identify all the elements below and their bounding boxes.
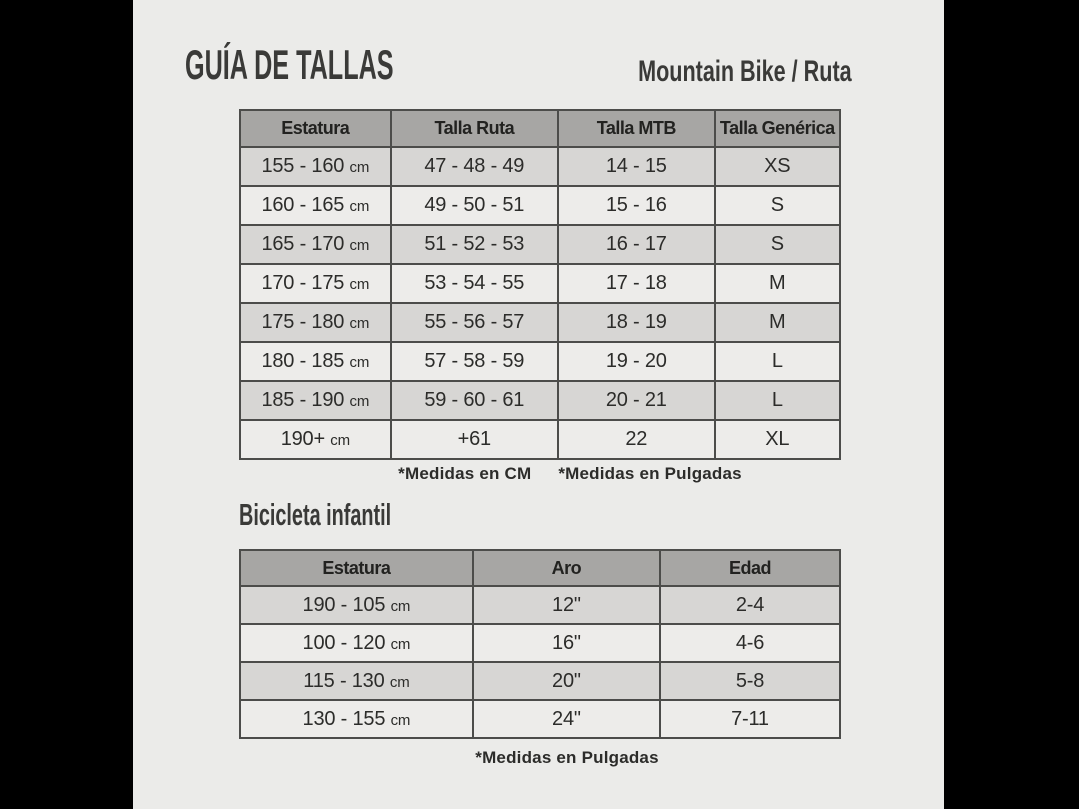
kids-section-title-text: Bicicleta infantil bbox=[239, 497, 392, 532]
unit-label: cm bbox=[349, 159, 370, 176]
data-cell: 175 - 180 cm bbox=[240, 303, 391, 342]
data-cell: 59 - 60 - 61 bbox=[391, 381, 558, 420]
data-cell: 17 - 18 bbox=[558, 264, 715, 303]
data-cell: 20" bbox=[473, 662, 660, 700]
data-cell: 55 - 56 - 57 bbox=[391, 303, 558, 342]
unit-label: cm bbox=[349, 198, 370, 215]
kids-section-title bbox=[239, 499, 477, 530]
footnote-medidas-pulgadas: *Medidas en Pulgadas bbox=[558, 464, 742, 483]
footnote-medidas-cm: *Medidas en CM bbox=[398, 464, 532, 483]
header-row bbox=[240, 110, 840, 147]
header-row bbox=[240, 550, 840, 586]
table-row bbox=[240, 381, 840, 420]
column-header: Edad bbox=[660, 550, 840, 586]
data-cell: 180 - 185 cm bbox=[240, 342, 391, 381]
data-cell: 49 - 50 - 51 bbox=[391, 186, 558, 225]
column-header: Aro bbox=[473, 550, 660, 586]
data-cell: L bbox=[715, 381, 840, 420]
data-cell: 165 - 170 cm bbox=[240, 225, 391, 264]
data-cell: 19 - 20 bbox=[558, 342, 715, 381]
data-cell: 5-8 bbox=[660, 662, 840, 700]
size-guide-sheet bbox=[133, 0, 944, 809]
data-cell: 155 - 160 cm bbox=[240, 147, 391, 186]
data-cell: 190 - 105 cm bbox=[240, 586, 473, 624]
data-cell: L bbox=[715, 342, 840, 381]
page-title-text: GUÍA DE TALLAS bbox=[185, 41, 394, 88]
footnote-medidas-pulgadas-kids: *Medidas en Pulgadas bbox=[475, 748, 659, 767]
column-header: Talla Ruta bbox=[391, 110, 558, 147]
table-row bbox=[240, 624, 840, 662]
kids-size-table bbox=[239, 549, 841, 739]
data-cell: 2-4 bbox=[660, 586, 840, 624]
data-cell: 57 - 58 - 59 bbox=[391, 342, 558, 381]
unit-label: cm bbox=[349, 393, 370, 410]
adult-table-footnotes bbox=[239, 464, 841, 484]
table-row bbox=[240, 700, 840, 738]
table-row bbox=[240, 147, 840, 186]
data-cell: 100 - 120 cm bbox=[240, 624, 473, 662]
page-subtitle-text: Mountain Bike / Ruta bbox=[638, 55, 852, 88]
data-cell: XL bbox=[715, 420, 840, 459]
data-cell: 160 - 165 cm bbox=[240, 186, 391, 225]
table-row bbox=[240, 662, 840, 700]
table-row bbox=[240, 264, 840, 303]
unit-label: cm bbox=[349, 315, 370, 332]
table-row bbox=[240, 186, 840, 225]
page-title bbox=[185, 41, 533, 88]
data-cell: 190+ cm bbox=[240, 420, 391, 459]
adult-size-table bbox=[239, 109, 841, 460]
data-cell: 16" bbox=[473, 624, 660, 662]
data-cell: 18 - 19 bbox=[558, 303, 715, 342]
data-cell: XS bbox=[715, 147, 840, 186]
data-cell: 4-6 bbox=[660, 624, 840, 662]
data-cell: S bbox=[715, 225, 840, 264]
unit-label: cm bbox=[390, 597, 411, 615]
size-table bbox=[239, 109, 841, 460]
data-cell: 115 - 130 cm bbox=[240, 662, 473, 700]
data-cell: 24" bbox=[473, 700, 660, 738]
column-header: Talla MTB bbox=[558, 110, 715, 147]
unit-label: cm bbox=[349, 276, 370, 293]
unit-label: cm bbox=[390, 635, 411, 653]
size-table bbox=[239, 549, 841, 739]
data-cell: 14 - 15 bbox=[558, 147, 715, 186]
column-header: Estatura bbox=[240, 110, 391, 147]
data-cell: 47 - 48 - 49 bbox=[391, 147, 558, 186]
unit-label: cm bbox=[390, 711, 411, 729]
column-header: Talla Genérica bbox=[715, 110, 840, 147]
data-cell: 20 - 21 bbox=[558, 381, 715, 420]
table-row bbox=[240, 303, 840, 342]
data-cell: 7-11 bbox=[660, 700, 840, 738]
data-cell: 51 - 52 - 53 bbox=[391, 225, 558, 264]
data-cell: M bbox=[715, 303, 840, 342]
data-cell: 12" bbox=[473, 586, 660, 624]
data-cell: 15 - 16 bbox=[558, 186, 715, 225]
data-cell: 130 - 155 cm bbox=[240, 700, 473, 738]
table-row bbox=[240, 342, 840, 381]
data-cell: M bbox=[715, 264, 840, 303]
data-cell: 16 - 17 bbox=[558, 225, 715, 264]
column-header: Estatura bbox=[240, 550, 473, 586]
table-row bbox=[240, 586, 840, 624]
data-cell: 170 - 175 cm bbox=[240, 264, 391, 303]
unit-label: cm bbox=[330, 432, 350, 449]
unit-label: cm bbox=[349, 354, 370, 371]
page-subtitle bbox=[555, 57, 852, 87]
data-cell: 53 - 54 - 55 bbox=[391, 264, 558, 303]
kids-table-footnote bbox=[239, 748, 841, 768]
data-cell: 185 - 190 cm bbox=[240, 381, 391, 420]
table-row bbox=[240, 420, 840, 459]
data-cell: 22 bbox=[558, 420, 715, 459]
data-cell: S bbox=[715, 186, 840, 225]
unit-label: cm bbox=[389, 673, 410, 691]
table-row bbox=[240, 225, 840, 264]
data-cell: +61 bbox=[391, 420, 558, 459]
unit-label: cm bbox=[349, 237, 370, 254]
